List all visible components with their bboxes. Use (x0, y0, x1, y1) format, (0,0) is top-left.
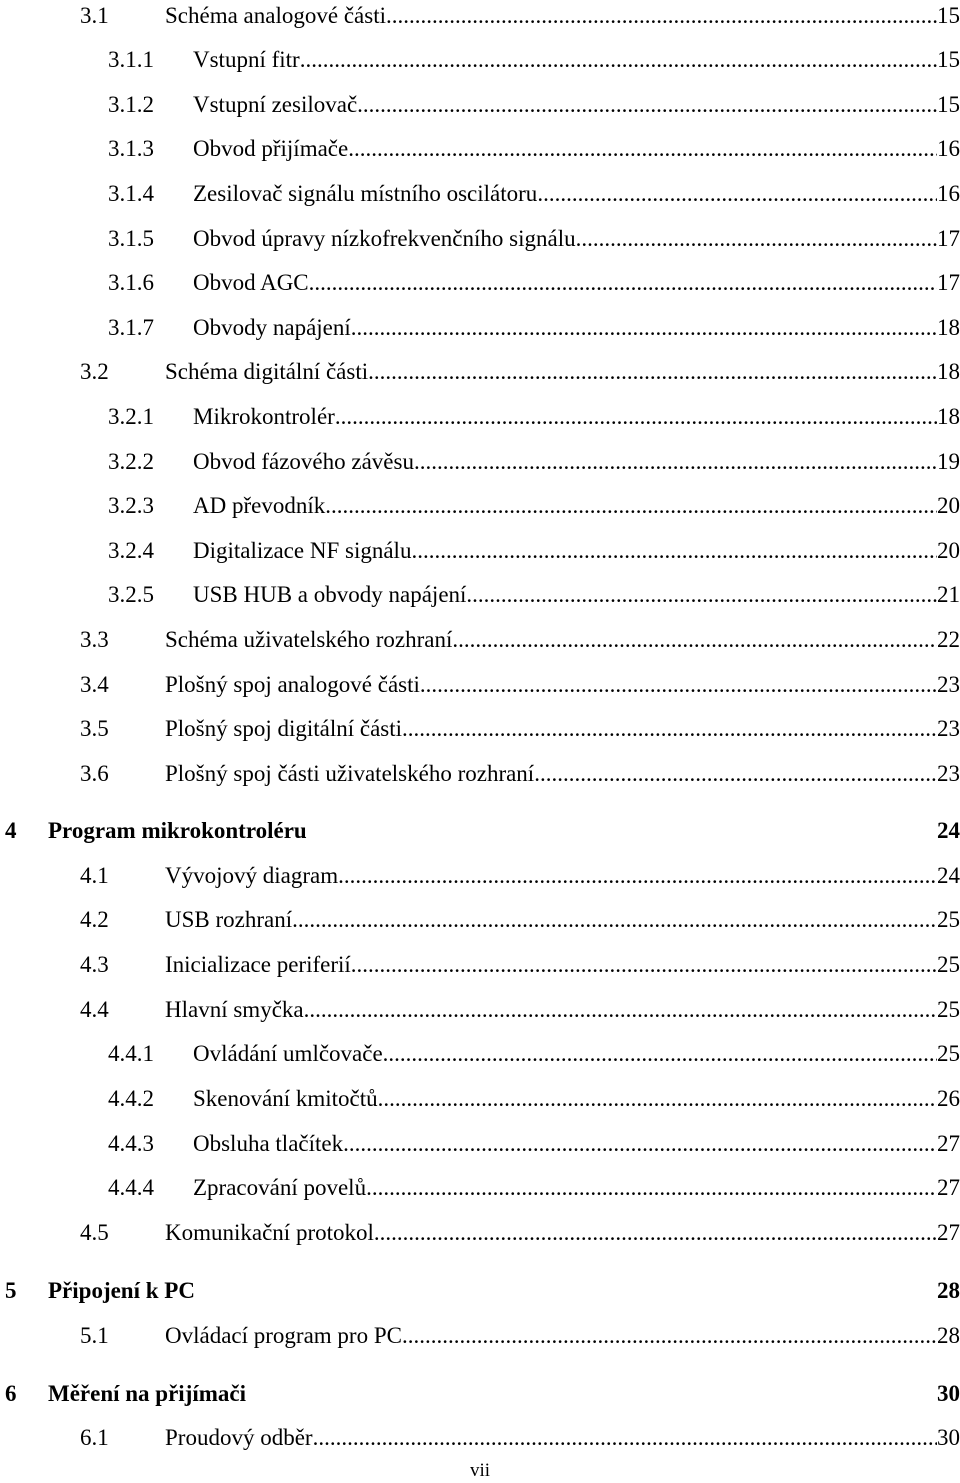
toc-entry-line (193, 536, 960, 566)
toc-entry[interactable] (0, 861, 960, 897)
toc-entry-page: 21 (937, 582, 960, 607)
toc-entry-page: 16 (937, 136, 960, 161)
toc-entry[interactable] (0, 45, 960, 81)
toc-leader-dots (378, 1084, 937, 1114)
toc-entry-page: 23 (937, 761, 960, 786)
toc-entry-title: Vstupní zesilovač (193, 92, 358, 117)
toc-leader-dots (420, 670, 937, 700)
toc-entry-number: 3.3 (80, 627, 109, 652)
toc-entry-title: Schéma uživatelského rozhraní (165, 627, 453, 652)
toc-entry[interactable] (0, 268, 960, 304)
toc-entry[interactable] (0, 995, 960, 1031)
toc-entry-title: Hlavní smyčka (165, 997, 304, 1022)
toc-entry-title: Mikrokontrolér (193, 404, 335, 429)
toc-entry-page: 16 (937, 181, 960, 206)
toc-leader-dots (300, 45, 937, 75)
toc-entry-number: 3.1.6 (108, 270, 154, 295)
toc-entry-line (165, 625, 960, 655)
toc-leader-dots (313, 1423, 937, 1453)
toc-entry-page: 23 (937, 672, 960, 697)
toc-entry-line (165, 995, 960, 1025)
toc-entry-line (193, 402, 960, 432)
toc-entry-line (193, 179, 960, 209)
toc-entry-line (193, 90, 960, 120)
toc-entry-number: 4.2 (80, 907, 109, 932)
toc-entry-page: 30 (937, 1425, 960, 1450)
toc-entry[interactable] (0, 313, 960, 349)
toc-entry-page: 15 (937, 3, 960, 28)
toc-chapter-entry[interactable] (0, 816, 960, 852)
toc-entry-title: USB HUB a obvody napájení (193, 582, 467, 607)
toc-entry-line (48, 1379, 960, 1409)
toc-entry[interactable] (0, 1218, 960, 1254)
toc-entry-title: Plošný spoj digitální části (165, 716, 403, 741)
toc-entry-number: 4.4.4 (108, 1175, 154, 1200)
toc-entry-page: 28 (937, 1278, 960, 1303)
toc-leader-dots (304, 995, 937, 1025)
toc-entry[interactable] (0, 1084, 960, 1120)
toc-leader-dots (374, 1218, 937, 1248)
toc-entry[interactable] (0, 950, 960, 986)
toc-entry-number: 4.3 (80, 952, 109, 977)
toc-entry-line (193, 580, 960, 610)
toc-entry-number: 3.2.2 (108, 449, 154, 474)
toc-leader-dots (348, 134, 937, 164)
toc-entry-page: 25 (937, 952, 960, 977)
toc-entry-page: 25 (937, 907, 960, 932)
toc-entry-number: 4.5 (80, 1220, 109, 1245)
toc-entry[interactable] (0, 357, 960, 393)
toc-entry-number: 3.1.7 (108, 315, 154, 340)
toc-entry-number: 4.4.1 (108, 1041, 154, 1066)
toc-leader-dots (402, 1321, 937, 1351)
toc-entry-line (165, 1218, 960, 1248)
toc-entry[interactable] (0, 402, 960, 438)
toc-entry-number: 4.4.3 (108, 1131, 154, 1156)
toc-leader-dots (351, 313, 937, 343)
toc-entry-line (193, 447, 960, 477)
toc-entry-number: 4.1 (80, 863, 109, 888)
toc-entry-title: Ovládání umlčovače (193, 1041, 383, 1066)
toc-entry-line (193, 1084, 960, 1114)
toc-entry-title: Obvod fázového závěsu (193, 449, 414, 474)
toc-entry-page: 15 (937, 92, 960, 117)
toc-entry-page: 19 (937, 449, 960, 474)
toc-entry-title: Proudový odběr (165, 1425, 313, 1450)
toc-entry[interactable] (0, 224, 960, 260)
toc-entry-number: 3.1.4 (108, 181, 154, 206)
toc-entry-title: Inicializace periferií (165, 952, 351, 977)
toc-entry-title: Program mikrokontroléru (48, 818, 307, 843)
toc-entry-line (193, 491, 960, 521)
toc-entry-title: Připojení k PC (48, 1278, 195, 1303)
toc-entry-line (165, 1321, 960, 1351)
toc-entry-page: 28 (937, 1323, 960, 1348)
toc-entry-title: Zesilovač signálu místního oscilátoru (193, 181, 538, 206)
toc-leader-dots (534, 759, 937, 789)
toc-entry-title: Plošný spoj analogové části (165, 672, 420, 697)
toc-entry[interactable] (0, 905, 960, 941)
toc-entry-line (165, 1423, 960, 1453)
toc-entry[interactable] (0, 1, 960, 37)
toc-entry[interactable] (0, 1321, 960, 1357)
toc-entry-number: 3.5 (80, 716, 109, 741)
toc-chapter-entry[interactable] (0, 1276, 960, 1312)
toc-entry-line (48, 1276, 960, 1306)
toc-entry[interactable] (0, 625, 960, 661)
toc-entry-number: 3.6 (80, 761, 109, 786)
toc-entry-line (165, 1, 960, 31)
toc-entry-title: Schéma digitální části (165, 359, 369, 384)
toc-entry[interactable] (0, 1173, 960, 1209)
toc-entry-title: AD převodník (193, 493, 326, 518)
toc-entry-title: Digitalizace NF signálu (193, 538, 412, 563)
toc-entry-number: 4.4.2 (108, 1086, 154, 1111)
toc-leader-dots (335, 402, 937, 432)
toc-entry-number: 3.4 (80, 672, 109, 697)
toc-entry-line (48, 816, 960, 846)
toc-leader-dots (325, 491, 937, 521)
toc-entry-line (193, 313, 960, 343)
toc-entry-number: 4.4 (80, 997, 109, 1022)
toc-entry-number: 3.2.3 (108, 493, 154, 518)
toc-entry-line (165, 861, 960, 891)
toc-leader-dots (343, 1129, 937, 1159)
toc-entry-number: 3.2.1 (108, 404, 154, 429)
toc-entry-title: Komunikační protokol (165, 1220, 374, 1245)
toc-entry-number: 3.2.4 (108, 538, 154, 563)
toc-entry-page: 17 (937, 270, 960, 295)
toc-entry-page: 20 (937, 493, 960, 518)
toc-leader-dots (452, 625, 937, 655)
toc-entry-number: 3.2 (80, 359, 109, 384)
toc-entry-line (165, 714, 960, 744)
toc-entry[interactable] (0, 714, 960, 750)
toc-entry-page: 17 (937, 226, 960, 251)
toc-entry-number: 3.1 (80, 3, 109, 28)
toc-entry-line (193, 1039, 960, 1069)
toc-entry-number: 3.1.5 (108, 226, 154, 251)
toc-leader-dots (411, 536, 937, 566)
toc-entry-title: Ovládací program pro PC (165, 1323, 402, 1348)
toc-leader-dots (368, 357, 937, 387)
toc-entry-line (193, 134, 960, 164)
toc-entry-number: 3.1.1 (108, 47, 154, 72)
toc-entry-line (165, 759, 960, 789)
toc-leader-dots (386, 1, 937, 31)
toc-entry[interactable] (0, 536, 960, 572)
toc-entry-number: 3.1.3 (108, 136, 154, 161)
toc-entry-line (193, 45, 960, 75)
page-number: vii (469, 1460, 491, 1481)
toc-entry-page: 20 (937, 538, 960, 563)
toc-entry-line (193, 1129, 960, 1159)
toc-entry-number: 4 (5, 818, 17, 843)
toc-entry[interactable] (0, 90, 960, 126)
toc-entry[interactable] (0, 1039, 960, 1075)
toc-entry-page: 15 (937, 47, 960, 72)
toc-entry-page: 18 (937, 404, 960, 429)
toc-entry-title: Obvod úpravy nízkofrekvenčního signálu (193, 226, 576, 251)
toc-entry-title: Obsluha tlačítek (193, 1131, 344, 1156)
toc-entry-number: 6 (5, 1381, 17, 1406)
toc-entry-title: Vývojový diagram (165, 863, 339, 888)
toc-entry-line (193, 224, 960, 254)
toc-entry-title: Obvody napájení (193, 315, 351, 340)
toc-entry-number: 5.1 (80, 1323, 109, 1348)
toc-entry[interactable] (0, 134, 960, 170)
toc-entry-page: 22 (937, 627, 960, 652)
toc-entry[interactable] (0, 1129, 960, 1165)
toc-entry-number: 3.2.5 (108, 582, 154, 607)
toc-entry-page: 24 (937, 818, 960, 843)
toc-entry-number: 5 (5, 1278, 17, 1303)
toc-entry-page: 25 (937, 997, 960, 1022)
toc-leader-dots (402, 714, 937, 744)
toc-leader-dots (383, 1039, 937, 1069)
toc-entry[interactable] (0, 491, 960, 527)
toc-leader-dots (351, 950, 937, 980)
toc-entry[interactable] (0, 179, 960, 215)
toc-entry[interactable] (0, 1423, 960, 1459)
toc-chapter-entry[interactable] (0, 1379, 960, 1415)
toc-leader-dots (292, 905, 937, 935)
toc-leader-dots (366, 1173, 937, 1203)
toc-entry-page: 18 (937, 359, 960, 384)
toc-entry-title: Obvod AGC (193, 270, 309, 295)
toc-entry-title: USB rozhraní (165, 907, 293, 932)
toc-entry-title: Měření na přijímači (48, 1381, 247, 1406)
toc-entry-page: 27 (937, 1131, 960, 1156)
toc-entry[interactable] (0, 580, 960, 616)
toc-entry-page: 27 (937, 1220, 960, 1245)
toc-leader-dots (309, 268, 937, 298)
toc-entry-page: 18 (937, 315, 960, 340)
toc-entry-number: 6.1 (80, 1425, 109, 1450)
toc-entry[interactable] (0, 447, 960, 483)
toc-entry-line (193, 268, 960, 298)
toc-leader-dots (537, 179, 937, 209)
toc-leader-dots (357, 90, 937, 120)
toc-entry[interactable] (0, 670, 960, 706)
toc-entry-title: Zpracování povelů (193, 1175, 367, 1200)
toc-leader-dots (338, 861, 937, 891)
toc-leader-dots (576, 224, 937, 254)
toc-entry-page: 26 (937, 1086, 960, 1111)
toc-entry-title: Skenování kmitočtů (193, 1086, 378, 1111)
toc-leader-dots (414, 447, 937, 477)
toc-entry-title: Obvod přijímače (193, 136, 349, 161)
toc-entry-line (165, 950, 960, 980)
toc-entry-line (193, 1173, 960, 1203)
toc-entry-number: 3.1.2 (108, 92, 154, 117)
toc-entry[interactable] (0, 759, 960, 795)
toc-entry-line (165, 670, 960, 700)
toc-entry-line (165, 357, 960, 387)
toc-entry-page: 24 (937, 863, 960, 888)
toc-entry-page: 25 (937, 1041, 960, 1066)
toc-entry-page: 27 (937, 1175, 960, 1200)
toc-entry-line (165, 905, 960, 935)
toc-entry-page: 30 (937, 1381, 960, 1406)
toc-entry-page: 23 (937, 716, 960, 741)
toc-entry-title: Plošný spoj části uživatelského rozhraní (165, 761, 535, 786)
toc-entry-title: Schéma analogové části (165, 3, 386, 28)
toc-entry-title: Vstupní fitr (193, 47, 300, 72)
toc-leader-dots (466, 580, 937, 610)
